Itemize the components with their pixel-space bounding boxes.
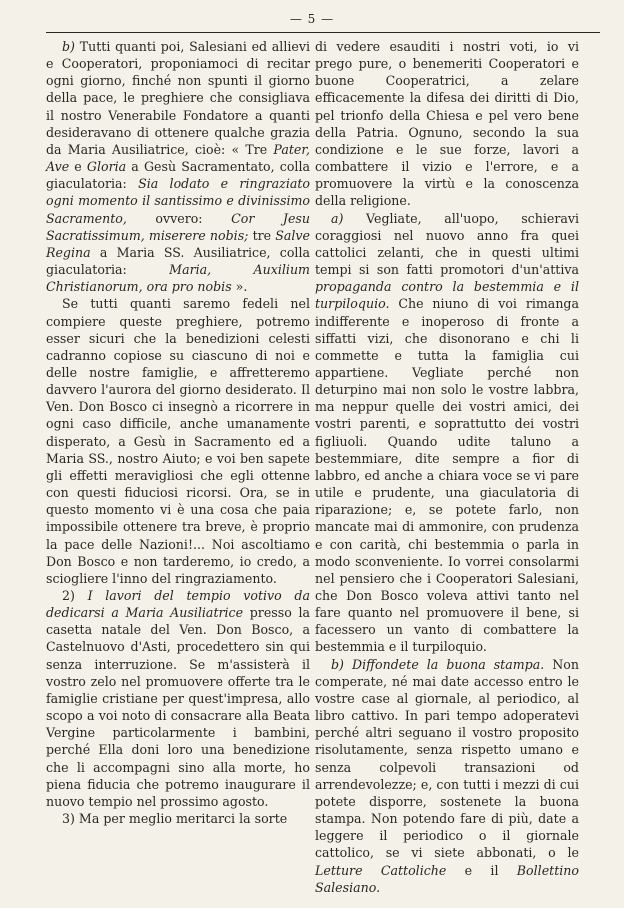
paragraph-merit — [46, 810, 310, 827]
body-text: di vedere esauditi i nostri voti, io vi prego pure, o benemeriti Cooperatori e buone Cooperatrici, a zelare efficacemente la difesa dei diritti di Dio, pel trionfo della Chiesa e pel vero bene della Patria. Ognuno, secondo la sua condizione e le sue forze, lavori a combattere il vizio e l'errore, e a promuovere la virtù e la conoscenza della religione. — [315, 39, 579, 209]
italic-text: Sia lodato e ringraziato ogni momento il santissimo e divinissimo Sacramento, — [46, 176, 311, 226]
body-text: Se tutti quanti saremo fedeli nel compiere queste preghiere, potremo esser sicuri che la benedizioni celesti cadranno copiose su ciascuno di noi e delle nostre famiglie, e affretteremo davvero l'aurora del giorno desiderato. Il Ven. Don Bosco ci insegnò a ricorrere in ogni caso difficile, anche umanamente disperato, a Gesù in Sacramento ed a Maria SS., nostro Aiuto; e voi ben sapete gli effetti meravigliosi che egli ottenne con questi fiduciosi ricorsi. Ora, se in questo momento vi è una cosa che paia impossibile ottenere tra breve, è proprio la pace delle Nazioni!... Noi ascoltiamo Don Bosco e non tarderemo, io credo, a sciogliere l'inno del ringraziamento. — [46, 296, 310, 586]
body-text: Vegliate, all'uopo, schieravi coraggiosi nel nuovo anno fra quei cattolici zelanti, che in questi ultimi tempi si son fatti promotori d'un'attiva — [315, 210, 579, 278]
body-text: ». — [231, 279, 248, 295]
italic-text: Bollettino Salesiano. — [315, 862, 579, 895]
body-text: 2) — [62, 588, 88, 603]
paragraph-good-press — [315, 656, 579, 896]
left-column — [46, 38, 310, 827]
italic-text: Salve Regina — [46, 227, 310, 260]
body-text — [344, 657, 352, 672]
page-number: — 5 — — [289, 12, 335, 26]
paragraph-blasphemy — [315, 210, 579, 656]
italic-text: b) — [62, 39, 75, 54]
paragraph-faithful — [46, 295, 310, 587]
right-column — [315, 38, 579, 896]
body-text: Non comperate, né mai date accesso entro le vostre case al giornale, al periodico, al libro cattivo. In pari tempo adoperatevi perché altri seguano il vostro proposito risolutamente, senza rispetto umano e senza colpevoli transazioni od arrendevolezze; e, con tutti i mezzi di cui potete disporre, sostenete la buona stampa. Non potendo fare di più, date a leggere il periodico o il giornale cattolico, se vi siete abbonati, o le — [315, 656, 579, 861]
italic-text: a) — [331, 210, 344, 226]
paragraph-votive-temple — [46, 587, 310, 810]
italic-text: Cor Jesu Sacratissimum, miserere nobis; — [46, 210, 310, 243]
italic-text: Gloria — [86, 159, 127, 175]
italic-text: propaganda contro la bestemmia e il turpiloquio. — [315, 279, 579, 312]
italic-text: Diffondete la buona stampa. — [352, 656, 545, 672]
italic-text: Letture Cattoliche — [315, 862, 447, 878]
body-text: 3) Ma per meglio meritarci la sorte — [62, 811, 288, 827]
body-text: a Maria SS. Ausiliatrice, colla giaculatoria: — [46, 244, 310, 278]
paragraph-prayers — [46, 38, 310, 295]
body-text: Tutti quanti poi, Salesiani ed allievi e Cooperatori, proponiamoci di recitar ogni giorno, finché non spunti il giorno della pace, le preghiere che consigliava il nostro Venerabile Fondatore a quanti desideravano di ottenere qualche grazia da Maria Ausiliatrice, cioè: « Tre — [46, 39, 310, 157]
header-rule — [46, 32, 600, 33]
italic-text: b) — [331, 656, 344, 672]
body-text: ovvero: — [126, 210, 232, 226]
italic-text: Maria, Auxilium Christianorum, ora pro nobis — [46, 262, 310, 295]
italic-text: I lavori del tempio votivo da dedicarsi a Maria Ausiliatrice — [46, 588, 310, 621]
body-text: presso la casetta natale del Ven. Don Bosco, a Castelnuovo d'Asti, procedettero sin qui senza interruzione. Se m'assisterà il vostro zelo nel promuovere offerte tra le famiglie cristiane per quest'impresa, allo scopo a voi noto di consacrare alla Beata Vergine particolarmente i bambini, perché Ella doni loro una benedizione che li accompagni sino alla morte, ho piena fiducia che potremo inaugurare il nuovo tempio nel prossimo agosto. — [46, 605, 310, 809]
body-text: a Gesù Sacramentato, colla giaculatoria: — [46, 159, 310, 192]
paragraph-continuation — [315, 38, 579, 210]
body-text: Che niuno di voi rimanga indifferente e inoperoso di fronte a siffatti vizi, che disonorano e chi li commette e tutta la famiglia cui appartiene. Vegliate perché non deturpino mai non solo le vostre labbra, ma neppur quelle dei vostri amici, dei vostri parenti, e soprattutto dei vostri figliuoli. Quando udite taluno a bestemmiare, dite sempre a fior di labbro, ed anche a chiara voce se vi pare utile e prudente, una giaculatoria di riparazione; e, se potete farlo, non mancate mai di ammonire, con prudenza e con carità, chi bestemmia o parla in modo sconveniente. Io vorrei consolarmi nel pensiero che i Cooperatori Salesiani, che Don Bosco voleva attivi tanto nel fare quanto nel promuovere il bene, si facessero un vanto di combattere la bestemmia e il turpiloquio. — [315, 296, 579, 655]
body-text: e il — [446, 862, 517, 878]
italic-text: Pater, Ave — [46, 141, 310, 175]
body-text: e — [69, 159, 87, 175]
body-text: tre — [248, 227, 276, 243]
